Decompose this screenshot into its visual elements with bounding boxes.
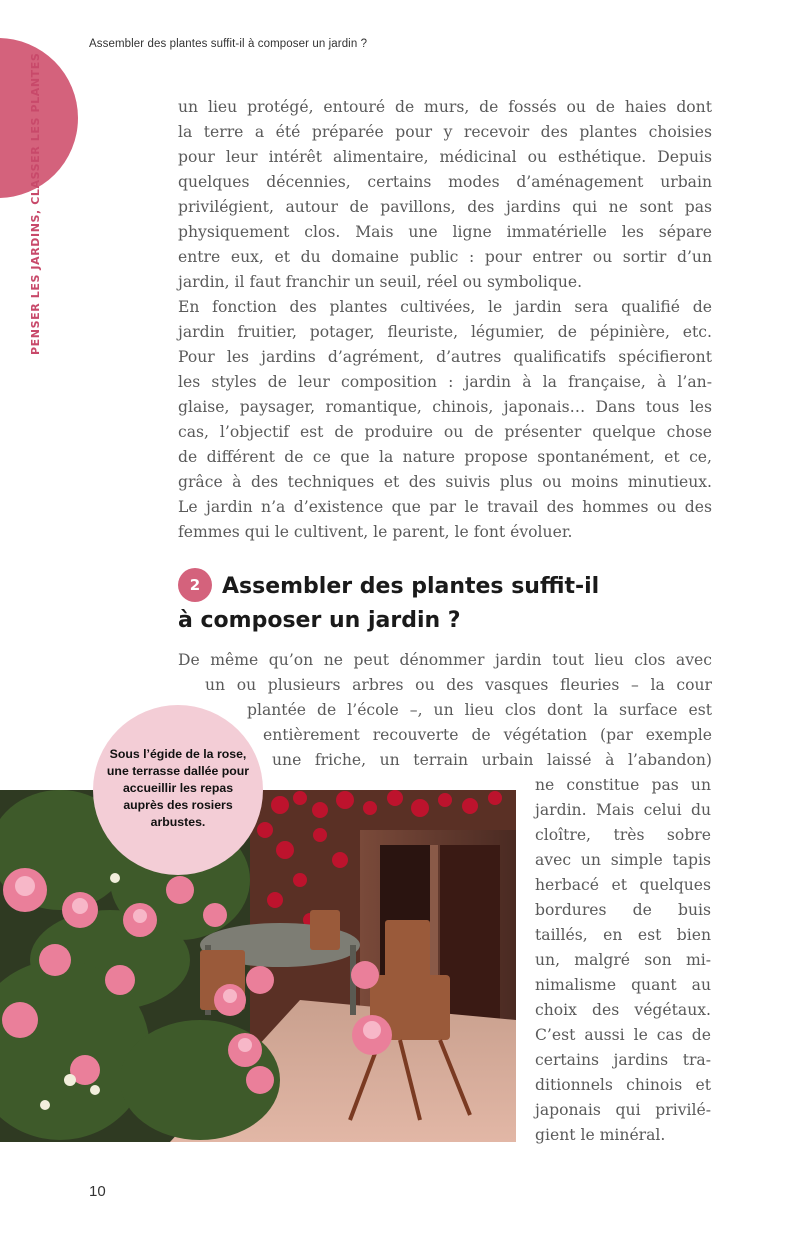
- section-title-line2: à composer un jardin ?: [178, 608, 461, 633]
- section-heading: [178, 570, 738, 637]
- text-line: bordures de buis: [535, 901, 711, 919]
- paragraph-1: [178, 95, 712, 295]
- text-line: privilégient, autour de pavillons, des jardins qui ne sont pas: [178, 198, 712, 216]
- text-line: quelques décennies, certains modes d’aménagement urbain: [178, 173, 712, 191]
- text-line: grâce à des techniques et des suivis plus ou moins minutieux.: [178, 473, 712, 491]
- text-line: En fonction des plantes cultivées, le jardin sera qualifié de: [178, 298, 712, 316]
- paragraph-2: [178, 295, 712, 545]
- text-line: choix des végétaux.: [535, 1001, 711, 1019]
- page-number: 10: [89, 1183, 106, 1200]
- text-line: une friche, un terrain urbain laissé à l’abandon): [272, 751, 712, 769]
- text-line: un lieu protégé, entouré de murs, de fossés ou de haies dont: [178, 98, 712, 116]
- text-line: certains jardins tra-: [535, 1051, 711, 1069]
- text-line: entièrement recouverte de végétation (par exemple: [263, 726, 712, 744]
- text-line: cloître, très sobre: [535, 826, 711, 844]
- text-line: plantée de l’école –, un lieu clos dont la surface est: [247, 701, 712, 719]
- paragraph-3-column: [535, 773, 711, 1148]
- text-line: ditionnels chinois et: [535, 1076, 711, 1094]
- text-line: glaise, paysager, romantique, chinois, japonais… Dans tous les: [178, 398, 712, 416]
- text-line: jardin, il faut franchir un seuil, réel ou symbolique.: [178, 273, 583, 291]
- text-line: De même qu’on ne peut dénommer jardin tout lieu clos avec: [178, 651, 712, 669]
- text-line: un ou plusieurs arbres ou des vasques fleuries – la cour: [205, 676, 712, 694]
- photo-caption: Sous l’égide de la rose, une terrasse dallée pour accueillir les repas auprès des rosiers arbustes.: [106, 746, 250, 829]
- text-line: femmes qui le cultivent, le parent, le font évoluer.: [178, 523, 573, 541]
- terrace-rose-photo: [0, 790, 516, 1142]
- text-line: taillés, en est bien: [535, 926, 711, 944]
- text-line: la terre a été préparée pour y recevoir des plantes choisies: [178, 123, 712, 141]
- text-line: avec un simple tapis: [535, 851, 711, 869]
- text-line: jardin. Mais celui du: [535, 801, 711, 819]
- text-line: ne constitue pas un: [535, 776, 711, 794]
- text-line: pour leur intérêt alimentaire, médicinal ou esthétique. Depuis: [178, 148, 712, 166]
- text-line: physiquement clos. Mais une ligne immatérielle les sépare: [178, 223, 712, 241]
- chapter-side-label: PENSER LES JARDINS, CLASSER LES PLANTES: [29, 52, 42, 355]
- text-line: cas, l’objectif est de produire ou de présenter quelque chose: [178, 423, 712, 441]
- section-number-badge: 2: [178, 568, 212, 602]
- text-line: jardin fruitier, potager, fleuriste, légumier, de pépinière, etc.: [178, 323, 712, 341]
- section-title-line1: Assembler des plantes suffit-il: [222, 574, 600, 599]
- text-line: entre eux, et du domaine public : pour entrer ou sortir d’un: [178, 248, 712, 266]
- text-line: un, malgré son mi-: [535, 951, 711, 969]
- text-line: Le jardin n’a d’existence que par le travail des hommes ou des: [178, 498, 712, 516]
- photo-caption-bubble: [93, 705, 263, 875]
- running-head: Assembler des plantes suffit-il à composer un jardin ?: [89, 38, 368, 50]
- text-line: les styles de leur composition : jardin à la française, à l’an-: [178, 373, 712, 391]
- text-line: Pour les jardins d’agrément, d’autres qualificatifs spécifieront: [178, 348, 712, 366]
- text-line: japonais qui privilé-: [535, 1101, 711, 1119]
- text-line: nimalisme quant au: [535, 976, 711, 994]
- text-line: de différent de ce que la nature propose spontanément, et ce,: [178, 448, 712, 466]
- text-line: C’est aussi le cas de: [535, 1026, 711, 1044]
- text-line: herbacé et quelques: [535, 876, 711, 894]
- text-line: gient le minéral.: [535, 1126, 666, 1144]
